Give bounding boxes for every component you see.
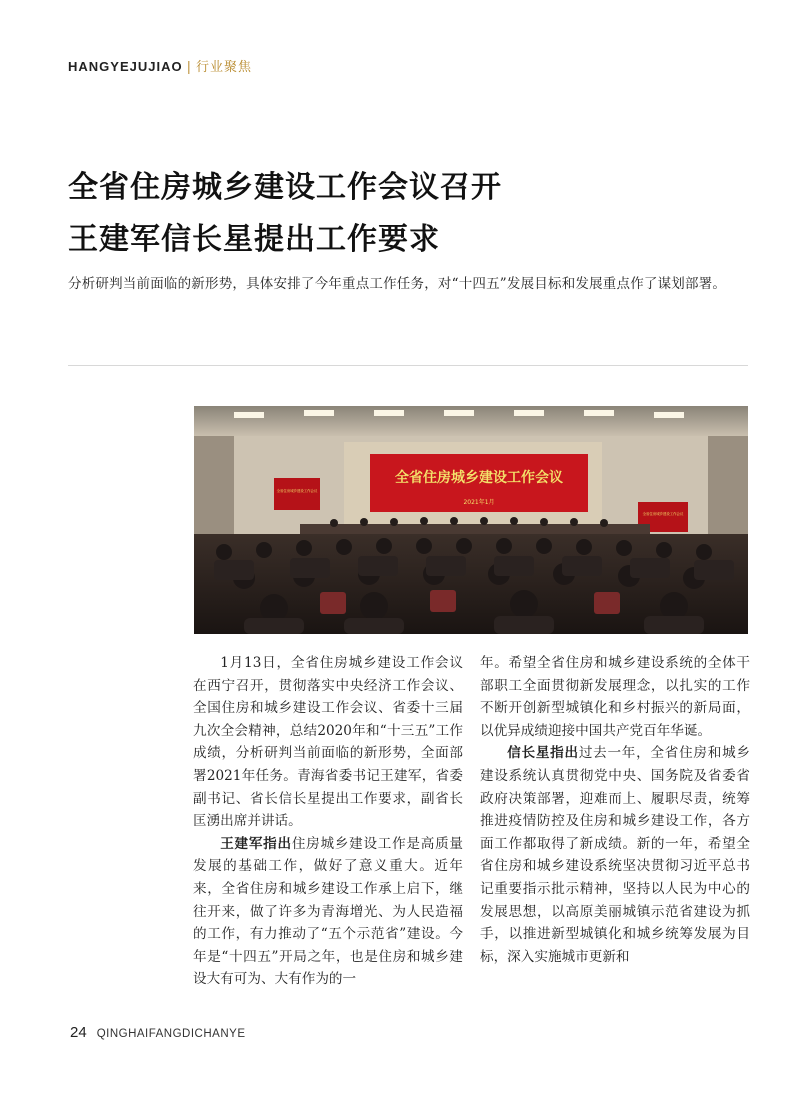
banner-main-text: 全省住房城乡建设工作会议 (395, 470, 563, 486)
paragraph-2-lead: 王建军指出 (220, 835, 292, 852)
text-column-left (193, 652, 463, 991)
text-column-right (480, 652, 750, 968)
meeting-photo (194, 406, 748, 634)
paragraph-4 (480, 742, 750, 968)
article-subtitle: 分析研判当前面临的新形势，具体安排了今年重点工作任务，对“十四五”发展目标和发展重点作了谋划部署。 (68, 276, 727, 292)
paragraph-2-text: 住房城乡建设工作是高质量发展的基础工作，做好了意义重大。近年来，全省住房和城乡建设工作承上启下，继往开来，做了许多为青海增光、为人民造福的工作，有力推动了“五个示范省”建设。今年是“十四五”开局之年，也是住房和城乡建设大有可为、大有作为的一 (193, 835, 464, 988)
left-screen (274, 478, 320, 510)
magazine-name: QINGHAIFANGDICHANYE (96, 1028, 246, 1040)
title-line-1: 全省住房城乡建设工作会议召开 (68, 170, 502, 205)
section-header-zh: 行业聚焦 (195, 60, 252, 75)
right-screen-text: 全省住房城乡建设工作会议 (642, 512, 684, 516)
banner-date-text: 2021年1月 (463, 499, 495, 506)
section-header-en: HANGYEJUJIAO (68, 59, 183, 74)
paragraph-3: 年。希望全省住房和城乡建设系统的全体干部职工全面贯彻新发展理念，以扎实的工作不断开创新型城镇化和乡村振兴的新局面，以优异成绩迎接中国共产党百年华诞。 (480, 655, 750, 739)
title-line-2: 王建军信长星提出工作要求 (68, 222, 440, 257)
left-screen-text: 全省住房城乡建设工作会议 (276, 489, 318, 493)
paragraph-1: 1月13日，全省住房城乡建设工作会议在西宁召开，贯彻落实中央经济工作会议、全国住房和城乡建设工作会议、省委十三届九次全会精神，总结2020年和“十三五”工作成绩，分析研判当前面临的新形势，全面部署2021年任务。青海省委书记王建军，省委副书记、省长信长星提出工作要求，副省长匡湧出席并讲话。 (193, 655, 463, 830)
divider (68, 365, 748, 366)
paragraph-4-text: 过去一年，全省住房和城乡建设系统认真贯彻党中央、国务院及省委省政府决策部署，迎难而上、履职尽责，统筹推进疫情防控及住房和城乡建设工作，各方面工作都取得了新成绩。新的一年，希望全省住房和城乡建设系统坚决贯彻习近平总书记重要指示批示精神，坚持以人民为中心的发展思想，以高原美丽城镇示范省建设为抓手，以推进新型城镇化和城乡统筹发展为目标，深入实施城市更新和 (480, 745, 751, 965)
paragraph-4-lead: 信长星指出 (507, 745, 579, 762)
article-title (68, 162, 502, 266)
section-header (68, 56, 252, 75)
header-separator: | (186, 60, 192, 75)
page-footer (70, 1022, 246, 1041)
page-number: 24 (70, 1024, 87, 1041)
paragraph-2 (193, 833, 463, 991)
